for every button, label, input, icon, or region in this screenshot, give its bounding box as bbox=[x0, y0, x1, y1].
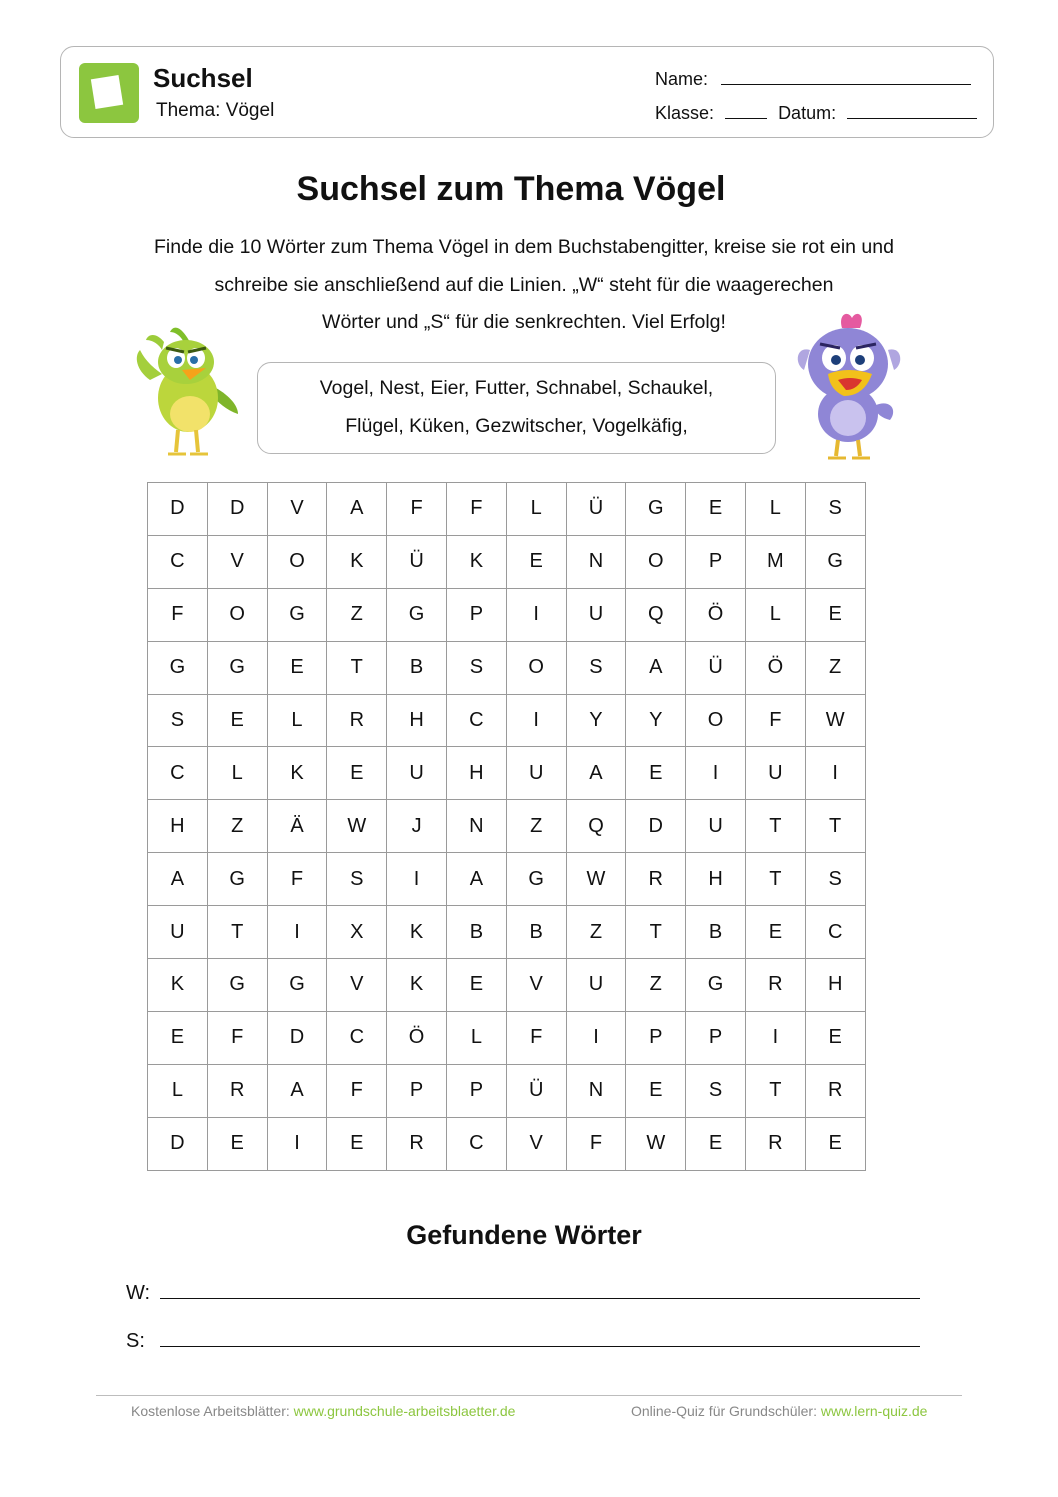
grid-cell[interactable]: S bbox=[148, 694, 208, 747]
grid-cell[interactable]: Ö bbox=[686, 588, 746, 641]
grid-cell[interactable]: N bbox=[446, 800, 506, 853]
grid-cell[interactable]: T bbox=[626, 906, 686, 959]
grid-cell[interactable]: V bbox=[506, 959, 566, 1012]
grid-cell[interactable]: O bbox=[686, 694, 746, 747]
grid-cell[interactable]: I bbox=[267, 906, 327, 959]
answer-label-s: S: bbox=[126, 1330, 145, 1352]
grid-cell[interactable]: L bbox=[267, 694, 327, 747]
grid-cell[interactable]: O bbox=[626, 535, 686, 588]
grid-cell[interactable]: S bbox=[805, 483, 865, 536]
grid-cell[interactable]: R bbox=[207, 1064, 267, 1117]
grid-cell[interactable]: W bbox=[566, 853, 626, 906]
grid-cell[interactable]: T bbox=[207, 906, 267, 959]
grid-cell[interactable]: D bbox=[148, 483, 208, 536]
footer-left bbox=[131, 1403, 515, 1419]
grid-cell[interactable]: E bbox=[327, 1117, 387, 1170]
name-row bbox=[655, 68, 971, 90]
grid-cell[interactable]: A bbox=[148, 853, 208, 906]
footer-left-link[interactable]: www.grundschule-arbeitsblaetter.de bbox=[293, 1403, 516, 1419]
grid-cell[interactable]: C bbox=[148, 747, 208, 800]
grid-cell[interactable]: L bbox=[745, 588, 805, 641]
grid-cell[interactable]: G bbox=[267, 959, 327, 1012]
grid-cell[interactable]: C bbox=[805, 906, 865, 959]
grid-cell[interactable]: E bbox=[745, 906, 805, 959]
header-box bbox=[60, 46, 994, 138]
grid-cell[interactable]: R bbox=[745, 1117, 805, 1170]
grid-cell[interactable]: C bbox=[148, 535, 208, 588]
grid-cell[interactable]: I bbox=[566, 1011, 626, 1064]
grid-cell[interactable]: E bbox=[686, 483, 746, 536]
grid-cell[interactable]: Y bbox=[626, 694, 686, 747]
grid-cell[interactable]: R bbox=[626, 853, 686, 906]
grid-cell[interactable]: Y bbox=[566, 694, 626, 747]
grid-row bbox=[148, 1011, 866, 1064]
grid-cell[interactable]: B bbox=[387, 641, 447, 694]
grid-cell[interactable]: V bbox=[267, 483, 327, 536]
grid-cell[interactable]: K bbox=[446, 535, 506, 588]
word-list-line: Flügel, Küken, Gezwitscher, Vogelkäfig, bbox=[345, 414, 688, 437]
grid-cell[interactable]: T bbox=[745, 1064, 805, 1117]
grid-cell[interactable]: V bbox=[506, 1117, 566, 1170]
grid-row bbox=[148, 1064, 866, 1117]
grid-cell[interactable]: F bbox=[267, 853, 327, 906]
grid-cell[interactable]: W bbox=[626, 1117, 686, 1170]
grid-cell[interactable]: E bbox=[207, 1117, 267, 1170]
grid-cell[interactable]: I bbox=[745, 1011, 805, 1064]
grid-cell[interactable]: J bbox=[387, 800, 447, 853]
grid-cell[interactable]: Ö bbox=[745, 641, 805, 694]
grid-cell[interactable]: T bbox=[805, 800, 865, 853]
grid-cell[interactable]: G bbox=[387, 588, 447, 641]
grid-cell[interactable]: D bbox=[267, 1011, 327, 1064]
grid-cell[interactable]: W bbox=[327, 800, 387, 853]
grid-cell[interactable]: K bbox=[387, 906, 447, 959]
page-title: Suchsel zum Thema Vögel bbox=[296, 170, 726, 208]
grid-cell[interactable]: L bbox=[207, 747, 267, 800]
grid-cell[interactable]: I bbox=[506, 588, 566, 641]
grid-cell[interactable]: E bbox=[207, 694, 267, 747]
grid-cell[interactable]: V bbox=[327, 959, 387, 1012]
grid-cell[interactable]: K bbox=[148, 959, 208, 1012]
grid-cell[interactable]: G bbox=[626, 483, 686, 536]
grid-cell[interactable]: F bbox=[566, 1117, 626, 1170]
grid-cell[interactable]: F bbox=[387, 483, 447, 536]
grid-cell[interactable]: U bbox=[387, 747, 447, 800]
grid-cell[interactable]: F bbox=[745, 694, 805, 747]
grid-cell[interactable]: L bbox=[745, 483, 805, 536]
class-label: Klasse: bbox=[655, 103, 715, 123]
grid-cell[interactable]: U bbox=[506, 747, 566, 800]
grid-cell[interactable]: Ü bbox=[566, 483, 626, 536]
grid-row bbox=[148, 588, 866, 641]
instruction-line: Finde die 10 Wörter zum Thema Vögel in dem Buchstabengitter, kreise sie rot ein und bbox=[154, 236, 894, 258]
brand-title: Suchsel bbox=[153, 63, 253, 93]
grid-cell[interactable]: E bbox=[148, 1011, 208, 1064]
grid-cell[interactable]: H bbox=[446, 747, 506, 800]
answer-line-s[interactable] bbox=[160, 1328, 920, 1347]
footer-left-text: Kostenlose Arbeitsblätter: bbox=[131, 1403, 294, 1419]
grid-cell[interactable]: O bbox=[207, 588, 267, 641]
answer-row-vertical bbox=[126, 1328, 920, 1353]
grid-cell[interactable]: L bbox=[506, 483, 566, 536]
grid-cell[interactable]: F bbox=[446, 483, 506, 536]
worksheet-logo-icon bbox=[79, 63, 139, 123]
grid-cell[interactable]: H bbox=[686, 853, 746, 906]
word-list-box bbox=[257, 362, 776, 454]
grid-cell[interactable]: D bbox=[626, 800, 686, 853]
grid-cell[interactable]: R bbox=[745, 959, 805, 1012]
grid-cell[interactable]: E bbox=[686, 1117, 746, 1170]
grid-row bbox=[148, 694, 866, 747]
grid-cell[interactable]: A bbox=[566, 747, 626, 800]
grid-cell[interactable]: Ö bbox=[387, 1011, 447, 1064]
answer-line-w[interactable] bbox=[160, 1280, 920, 1299]
grid-cell[interactable]: Z bbox=[327, 588, 387, 641]
grid-cell[interactable]: O bbox=[267, 535, 327, 588]
grid-cell[interactable]: X bbox=[327, 906, 387, 959]
grid-cell[interactable]: Z bbox=[506, 800, 566, 853]
grid-cell[interactable]: K bbox=[387, 959, 447, 1012]
grid-cell[interactable]: G bbox=[148, 641, 208, 694]
grid-cell[interactable]: S bbox=[327, 853, 387, 906]
grid-cell[interactable]: E bbox=[805, 1011, 865, 1064]
grid-cell[interactable]: G bbox=[207, 641, 267, 694]
grid-cell[interactable]: Z bbox=[626, 959, 686, 1012]
footer-right-link[interactable]: www.lern-quiz.de bbox=[820, 1403, 928, 1419]
grid-row bbox=[148, 800, 866, 853]
grid-cell[interactable]: Q bbox=[566, 800, 626, 853]
green-bird-illustration bbox=[130, 322, 245, 462]
grid-cell[interactable]: U bbox=[148, 906, 208, 959]
grid-cell[interactable]: E bbox=[327, 747, 387, 800]
grid-row bbox=[148, 483, 866, 536]
grid-cell[interactable]: P bbox=[686, 1011, 746, 1064]
purple-bird-illustration bbox=[790, 310, 908, 462]
grid-cell[interactable]: N bbox=[566, 535, 626, 588]
grid-cell[interactable]: S bbox=[446, 641, 506, 694]
grid-cell[interactable]: R bbox=[805, 1064, 865, 1117]
grid-cell[interactable]: S bbox=[805, 853, 865, 906]
grid-cell[interactable]: E bbox=[626, 1064, 686, 1117]
grid-row bbox=[148, 1117, 866, 1170]
footer-divider bbox=[96, 1395, 962, 1396]
grid-cell[interactable]: G bbox=[267, 588, 327, 641]
grid-row bbox=[148, 641, 866, 694]
grid-cell[interactable]: D bbox=[148, 1117, 208, 1170]
grid-cell[interactable]: V bbox=[207, 535, 267, 588]
letter-grid bbox=[147, 482, 866, 1171]
grid-cell[interactable]: B bbox=[686, 906, 746, 959]
grid-cell[interactable]: K bbox=[267, 747, 327, 800]
grid-cell[interactable]: Ä bbox=[267, 800, 327, 853]
grid-cell[interactable]: A bbox=[267, 1064, 327, 1117]
grid-cell[interactable]: A bbox=[327, 483, 387, 536]
instruction-line: schreibe sie anschließend auf die Linien. „W“ steht für die waagerechen bbox=[214, 273, 834, 296]
grid-row bbox=[148, 906, 866, 959]
footer-right-text: Online-Quiz für Grundschüler: bbox=[631, 1403, 821, 1419]
grid-cell[interactable]: N bbox=[566, 1064, 626, 1117]
grid-cell[interactable]: G bbox=[207, 853, 267, 906]
grid-cell[interactable]: B bbox=[446, 906, 506, 959]
grid-row bbox=[148, 853, 866, 906]
date-line[interactable] bbox=[847, 102, 977, 119]
answer-row-horizontal bbox=[126, 1280, 920, 1305]
grid-cell[interactable]: G bbox=[506, 853, 566, 906]
instruction-line: Wörter und „S“ für die senkrechten. Viel Erfolg! bbox=[322, 311, 726, 333]
grid-cell[interactable]: Ü bbox=[387, 535, 447, 588]
grid-cell[interactable]: I bbox=[506, 694, 566, 747]
grid-cell[interactable]: U bbox=[566, 588, 626, 641]
grid-cell[interactable]: T bbox=[327, 641, 387, 694]
grid-cell[interactable]: I bbox=[267, 1117, 327, 1170]
grid-cell[interactable]: E bbox=[267, 641, 327, 694]
grid-cell[interactable]: I bbox=[805, 747, 865, 800]
grid-cell[interactable]: T bbox=[745, 853, 805, 906]
grid-cell[interactable]: B bbox=[506, 906, 566, 959]
grid-cell[interactable]: K bbox=[327, 535, 387, 588]
grid-cell[interactable]: E bbox=[626, 747, 686, 800]
grid-cell[interactable]: F bbox=[207, 1011, 267, 1064]
topic-label: Thema: Vögel bbox=[156, 100, 275, 121]
grid-cell[interactable]: Z bbox=[566, 906, 626, 959]
grid-cell[interactable]: U bbox=[566, 959, 626, 1012]
grid-cell[interactable]: H bbox=[805, 959, 865, 1012]
grid-cell[interactable]: G bbox=[686, 959, 746, 1012]
grid-cell[interactable]: F bbox=[327, 1064, 387, 1117]
answer-label-w: W: bbox=[126, 1282, 151, 1304]
grid-cell[interactable]: T bbox=[745, 800, 805, 853]
grid-cell[interactable]: F bbox=[148, 588, 208, 641]
grid-cell[interactable]: F bbox=[506, 1011, 566, 1064]
grid-cell[interactable]: W bbox=[805, 694, 865, 747]
footer-right bbox=[631, 1403, 927, 1419]
grid-cell[interactable]: U bbox=[686, 800, 746, 853]
grid-cell[interactable]: A bbox=[626, 641, 686, 694]
grid-cell[interactable]: C bbox=[446, 1117, 506, 1170]
grid-cell[interactable]: E bbox=[805, 1117, 865, 1170]
grid-cell[interactable]: E bbox=[805, 588, 865, 641]
grid-cell[interactable]: O bbox=[506, 641, 566, 694]
grid-cell[interactable]: L bbox=[148, 1064, 208, 1117]
grid-cell[interactable]: E bbox=[446, 959, 506, 1012]
word-list-line: Vogel, Nest, Eier, Futter, Schnabel, Schaukel, bbox=[319, 377, 714, 399]
grid-cell[interactable]: Ü bbox=[506, 1064, 566, 1117]
name-label: Name: bbox=[655, 69, 709, 89]
grid-cell[interactable]: P bbox=[686, 535, 746, 588]
grid-cell[interactable]: P bbox=[387, 1064, 447, 1117]
grid-row bbox=[148, 959, 866, 1012]
grid-row bbox=[148, 535, 866, 588]
grid-cell[interactable]: S bbox=[686, 1064, 746, 1117]
found-words-title: Gefundene Wörter bbox=[406, 1220, 642, 1250]
grid-cell[interactable]: I bbox=[686, 747, 746, 800]
grid-cell[interactable]: Z bbox=[805, 641, 865, 694]
grid-cell[interactable]: S bbox=[566, 641, 626, 694]
grid-cell[interactable]: Ü bbox=[686, 641, 746, 694]
grid-cell[interactable]: R bbox=[327, 694, 387, 747]
grid-cell[interactable]: P bbox=[446, 588, 506, 641]
grid-cell[interactable]: L bbox=[446, 1011, 506, 1064]
name-line[interactable] bbox=[721, 68, 971, 85]
grid-cell[interactable]: A bbox=[446, 853, 506, 906]
grid-cell[interactable]: D bbox=[207, 483, 267, 536]
grid-cell[interactable]: G bbox=[207, 959, 267, 1012]
grid-cell[interactable]: H bbox=[387, 694, 447, 747]
grid-cell[interactable]: E bbox=[506, 535, 566, 588]
grid-cell[interactable]: Q bbox=[626, 588, 686, 641]
grid-cell[interactable]: Z bbox=[207, 800, 267, 853]
grid-cell[interactable]: C bbox=[327, 1011, 387, 1064]
grid-cell[interactable]: I bbox=[387, 853, 447, 906]
grid-cell[interactable]: U bbox=[745, 747, 805, 800]
grid-row bbox=[148, 747, 866, 800]
date-label: Datum: bbox=[778, 103, 837, 123]
grid-cell[interactable]: P bbox=[626, 1011, 686, 1064]
grid-cell[interactable]: M bbox=[745, 535, 805, 588]
grid-cell[interactable]: C bbox=[446, 694, 506, 747]
grid-cell[interactable]: H bbox=[148, 800, 208, 853]
grid-cell[interactable]: R bbox=[387, 1117, 447, 1170]
grid-cell[interactable]: G bbox=[805, 535, 865, 588]
class-date-row bbox=[655, 102, 977, 124]
grid-cell[interactable]: P bbox=[446, 1064, 506, 1117]
class-line[interactable] bbox=[725, 102, 767, 119]
